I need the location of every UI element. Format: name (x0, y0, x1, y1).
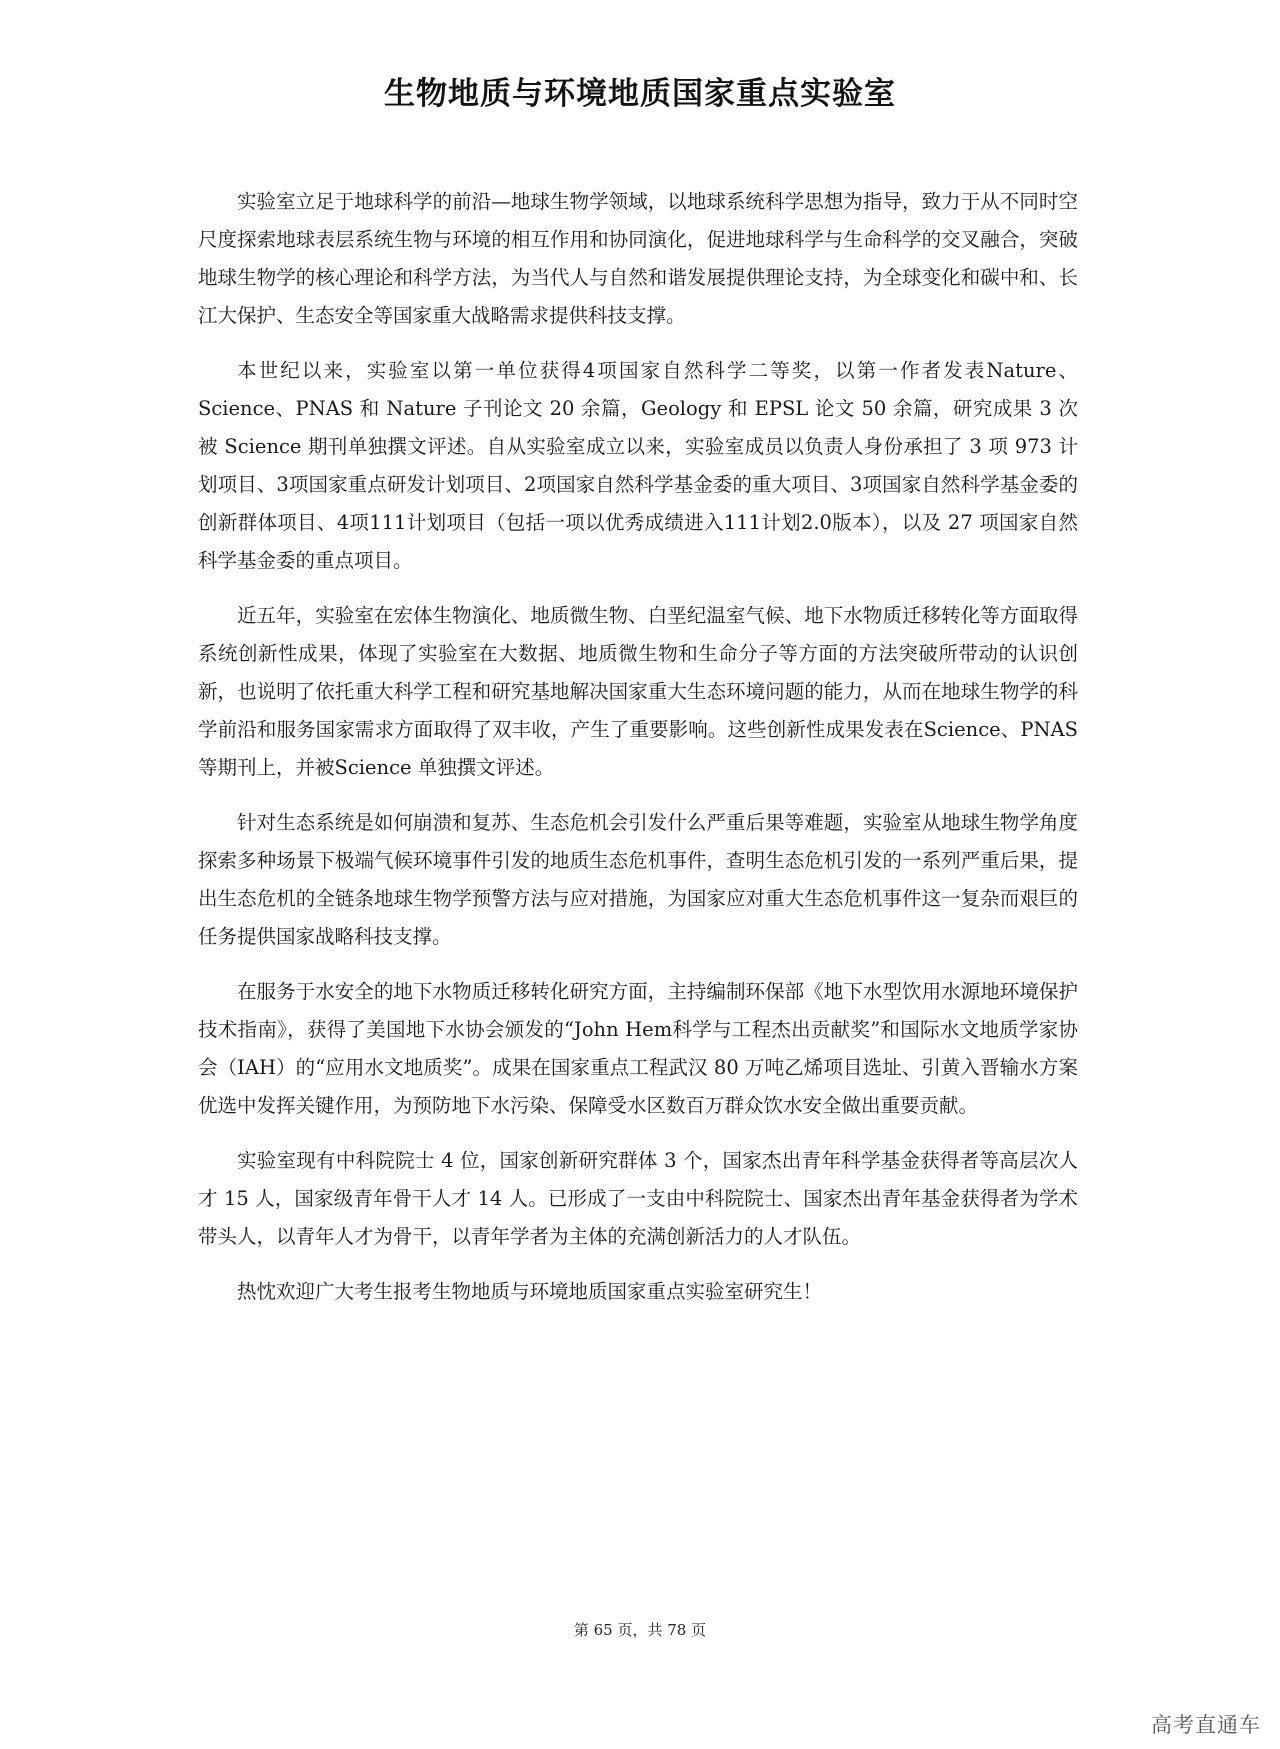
paragraph-ecological-crisis: 针对生态系统是如何崩溃和复苏、生态危机会引发什么严重后果等难题，实验室从地球生物学角度探索多种场景下极端气候环境事件引发的地质生态危机事件，查明生态危机引发的一系列严重后果，提出生态危机的全链条地球生物学预警方法与应对措施，为国家应对重大生态危机事件这一复杂而艰巨的任务提供国家战略科技支撑。 (198, 811, 1078, 948)
page-number-footer: 第 65 页，共 78 页 (573, 1621, 707, 1639)
paragraph-recent-results: 近五年，实验室在宏体生物演化、地质微生物、白垩纪温室气候、地下水物质迁移转化等方面取得系统创新性成果，体现了实验室在大数据、地质微生物和生命分子等方面的方法突破所带动的认识创新，也说明了依托重大科学工程和研究基地解决国家重大生态环境问题的能力，从而在地球生物学的科学前沿和服务国家需求方面取得了双丰收，产生了重要影响。这些创新性成果发表在Science、PNAS 等期刊上，并被Science 单独撰文评述。 (198, 604, 1078, 779)
paragraph-achievements: 本世纪以来，实验室以第一单位获得4项国家自然科学二等奖，以第一作者发表Nature、Science、PNAS 和 Nature 子刊论文 20 余篇，Geology 和 EPSL 论文 50 余篇，研究成果 3 次被 Science 期刊单独撰文评述。自从实验室成立以来，实验室成员以负责人身份承担了 3 项 973 计划项目、3项国家重点研发计划项目、2项国家自然科学基金委的重大项目、3项国家自然科学基金委的创新群体项目、4项111计划项目（包括一项以优秀成绩进入111计划2.0版本），以及 27 项国家自然科学基金委的重点项目。 (198, 359, 1078, 572)
watermark: 高考直通车 (1151, 1713, 1261, 1737)
paragraph-water-security: 在服务于水安全的地下水物质迁移转化研究方面，主持编制环保部《地下水型饮用水源地环境保护技术指南》，获得了美国地下水协会颁发的“John Hem科学与工程杰出贡献奖”和国际水文地质学家协会（IAH）的“应用水文地质奖”。成果在国家重点工程武汉 80 万吨乙烯项目选址、引黄入晋输水方案优选中发挥关键作用，为预防地下水污染、保障受水区数百万群众饮水安全做出重要贡献。 (198, 980, 1078, 1117)
page-title: 生物地质与环境地质国家重点实验室 (384, 76, 896, 112)
document-body (198, 183, 1078, 1328)
paragraph-welcome: 热忱欢迎广大考生报考生物地质与环境地质国家重点实验室研究生！ (237, 1280, 823, 1303)
paragraph-talent-team: 实验室现有中科院院士 4 位，国家创新研究群体 3 个，国家杰出青年科学基金获得者等高层次人才 15 人，国家级青年骨干人才 14 人。已形成了一支由中科院院士、国家杰出青年基金获得者为学术带头人，以青年人才为骨干，以青年学者为主体的充满创新活力的人才队伍。 (198, 1149, 1078, 1248)
paragraph-introduction: 实验室立足于地球科学的前沿—地球生物学领域，以地球系统科学思想为指导，致力于从不同时空尺度探索地球表层系统生物与环境的相互作用和协同演化，促进地球科学与生命科学的交叉融合，突破地球生物学的核心理论和科学方法，为当代人与自然和谐发展提供理论支持，为全球变化和碳中和、长江大保护、生态安全等国家重大战略需求提供科技支撑。 (198, 190, 1078, 327)
